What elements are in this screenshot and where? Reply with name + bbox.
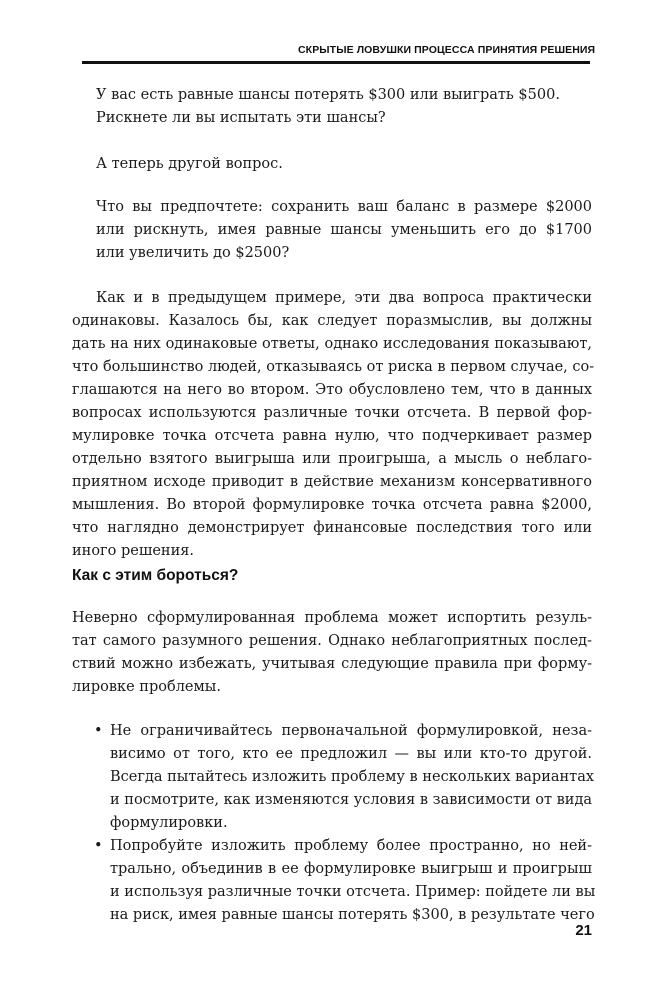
paragraph-two-line-1: Неверно сформулированная проблема может испортить резуль- (72, 610, 592, 626)
bullet-one-line-2: висимо от того, кто ее предложил — вы или кто-то другой. (110, 746, 592, 762)
paragraph-one-line-10: мышления. Во второй формулировке точка отсчета равна $2000, (72, 497, 592, 513)
question-two-line-3: или увеличить до $2500? (96, 245, 290, 261)
bullet-one-line-3: Всегда пытайтесь изложить проблему в нескольких вариантах (110, 769, 595, 785)
paragraph-one-line-11: что наглядно демонстрирует финансовые последствия того или (72, 520, 592, 536)
bullet-marker: • (94, 723, 103, 739)
bullet-one-line-4: и посмотрите, как изменяются условия в зависимости от вида (110, 792, 593, 808)
paragraph-one-line-12: иного решения. (72, 543, 195, 559)
paragraph-one-line-3: дать на них одинаковые ответы, однако исследования показывают, (72, 336, 592, 352)
section-heading: Как с этим бороться? (72, 567, 239, 584)
question-two-line-2: или рискнуть, имея равные шансы уменьшить его до $1700 (96, 222, 592, 238)
question-one-line-2: Рискнете ли вы испытать эти шансы? (96, 110, 386, 126)
bullet-marker: • (94, 838, 103, 854)
running-header: СКРЫТЫЕ ЛОВУШКИ ПРОЦЕССА ПРИНЯТИЯ РЕШЕНИЯ (298, 44, 596, 56)
paragraph-one-line-6: вопросах используются различные точки отсчета. В первой фор- (72, 405, 592, 421)
paragraph-one-line-5: глашаются на него во втором. Это обусловлено тем, что в данных (72, 382, 592, 398)
bullet-two-line-2: трально, объединив в ее формулировке выигрыш и проигрыш (110, 861, 592, 877)
bullet-two-line-4: на риск, имея равные шансы потерять $300, в результате чего (110, 907, 595, 923)
paragraph-two-line-4: лировке проблемы. (72, 679, 221, 695)
question-one-line-1: У вас есть равные шансы потерять $300 или выиграть $500. (96, 87, 560, 103)
bullet-two-line-3: и используя различные точки отсчета. Пример: пойдете ли вы (110, 884, 596, 900)
paragraph-one-line-2: одинаковы. Казалось бы, как следует поразмыслив, вы должны (72, 313, 592, 329)
bullet-two-line-1: Попробуйте изложить проблему более пространно, но ней- (110, 838, 592, 854)
paragraph-one-line-7: мулировке точка отсчета равна нулю, что подчеркивает размер (72, 428, 592, 444)
paragraph-one-line-9: приятном исходе приводит в действие механизм консервативного (72, 474, 592, 490)
paragraph-one-line-4: что большинство людей, отказываясь от риска в первом случае, со- (72, 359, 595, 375)
question-two-line-1: Что вы предпочтете: сохранить ваш баланс в размере $2000 (96, 199, 592, 215)
bullet-one-line-5: формулировки. (110, 815, 228, 831)
paragraph-two-line-2: тат самого разумного решения. Однако неблагоприятных послед- (72, 633, 592, 649)
transition-line: А теперь другой вопрос. (96, 156, 283, 172)
paragraph-two-line-3: ствий можно избежать, учитывая следующие правила при форму- (72, 656, 592, 672)
header-rule (82, 61, 590, 64)
paragraph-one-line-1: Как и в предыдущем примере, эти два вопроса практически (96, 290, 592, 306)
paragraph-one-line-8: отдельно взятого выигрыша или проигрыша, а мысль о неблаго- (72, 451, 592, 467)
page-number: 21 (575, 922, 592, 939)
bullet-one-line-1: Не ограничивайтесь первоначальной формулировкой, неза- (110, 723, 592, 739)
